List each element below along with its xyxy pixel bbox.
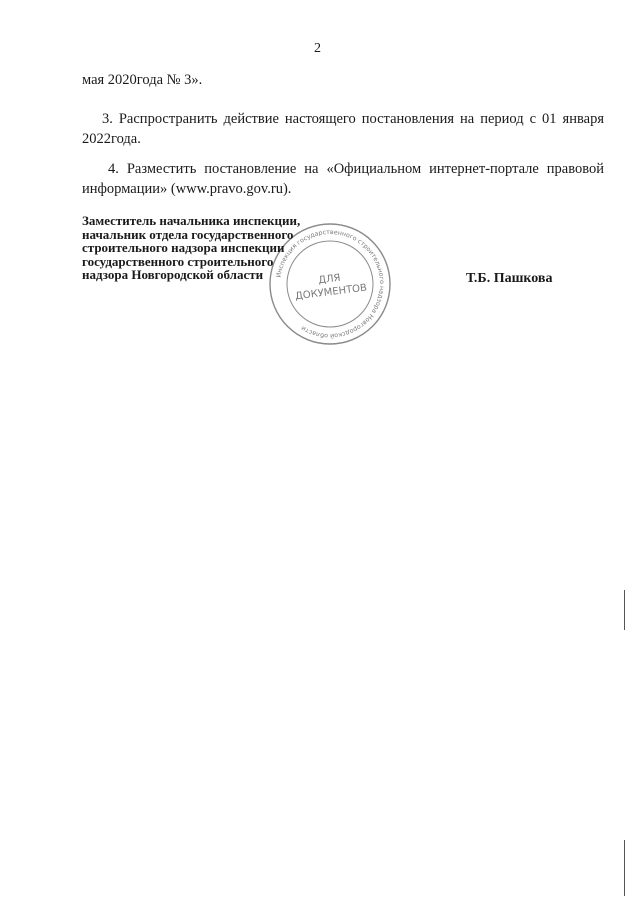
signer-position-line: начальник отдела государственного [82, 226, 294, 242]
item-4-text: 4. Разместить постановление на «Официальном интернет-портале правовой [108, 161, 604, 177]
signer-position-line: Заместитель начальника инспекции, [82, 213, 301, 228]
paragraph-continuation: мая 2020года № 3». [82, 72, 203, 88]
stamp-ring-text: Инспекция государственного строительного надзора Новгородской области [275, 228, 386, 340]
signer-position-line: надзора Новгородской области [82, 267, 264, 282]
stamp-center-line-1: ДЛЯ [317, 272, 342, 287]
item-3-text: 3. Распространить действие настоящего постановления на период с 01 января [102, 111, 604, 127]
item-4-line-2: информации» (www.pravo.gov.ru). [82, 181, 292, 197]
signer-position-line: строительного надзора инспекции [82, 240, 285, 255]
signer-name: Т.Б. Пашкова [466, 271, 553, 286]
item-4-line-1 [82, 161, 604, 178]
item-3-line-1 [82, 111, 604, 128]
signer-position-line: государственного строительного [82, 253, 274, 269]
stamp-center-line-2: ДОКУМЕНТОВ [294, 282, 368, 303]
item-3-line-2: 2022года. [82, 131, 141, 147]
signer-position [82, 214, 300, 282]
scan-edge-mark [624, 590, 625, 630]
scan-edge-mark [624, 840, 625, 896]
page-number: 2 [314, 41, 321, 56]
